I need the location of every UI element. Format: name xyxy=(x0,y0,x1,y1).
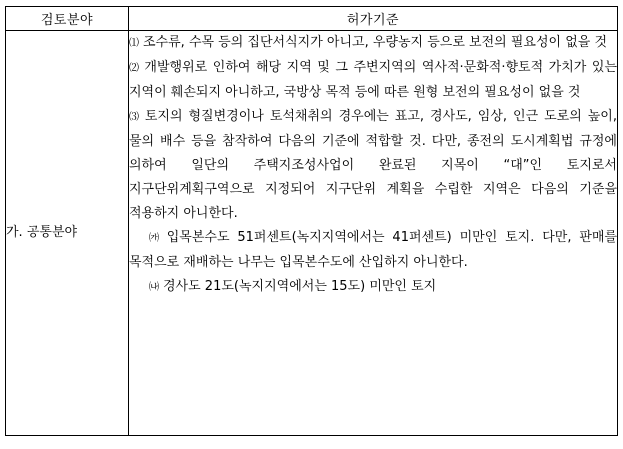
criterion-3-a-text: 입목본수도 51퍼센트(녹지지역에서는 41퍼센트) 미만인 토지. 다만, 판매를 목적으로 재배하는 나무는 입목본수도에 산입하지 아니한다. xyxy=(129,230,617,270)
criterion-2-marker: ⑵ xyxy=(129,63,141,74)
review-field-cell: 가. 공통분야 xyxy=(6,31,129,436)
criterion-3-b-text: 경사도 21도(녹지지역에서는 15도) 미만인 토지 xyxy=(163,279,437,294)
header-permit-criteria: 허가기준 xyxy=(129,7,618,31)
table-header-row xyxy=(6,7,618,31)
criterion-1-marker: ⑴ xyxy=(129,38,139,49)
criterion-2 xyxy=(129,56,617,105)
criterion-3-b-marker: ㈏ xyxy=(149,282,159,293)
table-row xyxy=(6,31,618,436)
criterion-3-b xyxy=(129,275,617,300)
criteria-cell xyxy=(129,31,618,436)
criterion-2-text: 개발행위로 인하여 해당 지역 및 그 주변지역의 역사적·문화적·향토적 가치가 있는 지역이 훼손되지 아니하고, 국방상 목적 등에 따른 원형 보전의 필요성이 없을 것 xyxy=(129,60,618,100)
criterion-3-marker: ⑶ xyxy=(129,112,141,123)
review-criteria-table xyxy=(5,6,618,436)
criterion-3 xyxy=(129,105,617,226)
criterion-3-a xyxy=(129,226,617,275)
header-review-field: 검토분야 xyxy=(6,7,129,31)
criterion-3-a-marker: ㈎ xyxy=(149,233,163,244)
criterion-3-text: 토지의 형질변경이나 토석채취의 경우에는 표고, 경사도, 임상, 인근 도로의 높이, 물의 배수 등을 참작하여 다음의 기준에 적합할 것. 다만, 종전의 도시계획법 규정에 의하여 일단의 주택지조성사업이 완료된 지목이 “대”인 토지로서 지구단위계획구역으로 지정되어 지구단위 계획을 수립한 지역은 다음의 기준을 적용하지 아니한다. xyxy=(129,109,618,221)
criterion-1-text: 조수류, 수목 등의 집단서식지가 아니고, 우량농지 등으로 보전의 필요성이 없을 것 xyxy=(143,35,608,50)
criterion-1 xyxy=(129,31,617,56)
